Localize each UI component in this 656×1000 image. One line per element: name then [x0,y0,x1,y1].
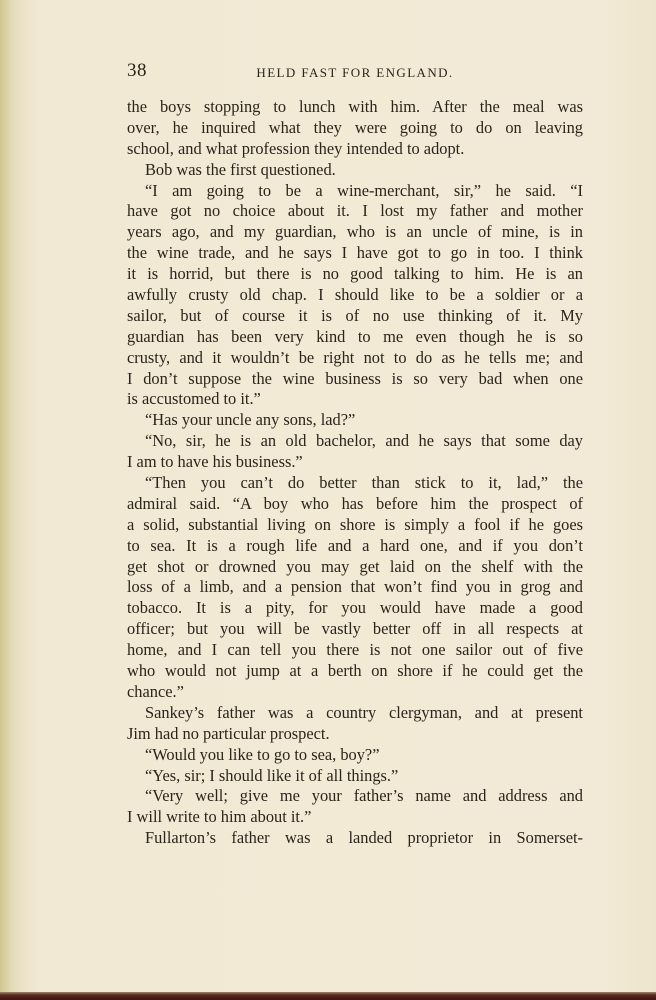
running-title: HELD FAST FOR ENGLAND. [256,65,454,80]
text-line: Jim had no particular prospect. [127,723,330,743]
text-line: get shot or drowned you may get laid on the shelf with the [127,556,583,576]
text-line: “Would you like to go to sea, boy?” [145,744,380,764]
text-line: “Has your uncle any sons, lad?” [145,410,356,430]
text-line: years ago, and my guardian, who is an uncle of mine, is in [127,222,583,242]
text-line: the wine trade, and he says I have got to go in too. I think [127,243,583,263]
text-line: a solid, substantial living on shore is simply a fool if he goes [127,514,583,534]
text-line: Sankey’s father was a country clergyman, and at present [145,702,583,722]
page-number: 38 [127,60,147,81]
text-line: “Very well; give me your father’s name and address and [145,786,583,806]
page-binding-edge [0,0,22,1000]
text-line: “Yes, sir; I should like it of all things.” [145,765,399,785]
text-line: “I am going to be a wine-merchant, sir,” he said. “I [145,180,583,200]
text-line: admiral said. “A boy who has before him the prospect of [127,493,583,513]
text-line: “Then you can’t do better than stick to it, lad,” the [145,473,583,493]
text-line: crusty, and it wouldn’t be right not to do as he tells me; and [127,347,583,367]
text-line: loss of a limb, and a pension that won’t find you in grog and [127,577,583,597]
page-bottom-edge [0,992,656,1000]
text-line: I don’t suppose the wine business is so very bad when one [127,368,583,388]
text-line: tobacco. It is a pity, for you would have made a good [127,598,583,618]
text-line: the boys stopping to lunch with him. After the meal was [127,97,583,116]
text-line: officer; but you will be vastly better off in all respects at [127,619,583,639]
text-line: Fullarton’s father was a landed proprietor in Somerset- [145,828,583,848]
text-line: Bob was the first questioned. [145,159,336,179]
text-line: I am to have his business.” [127,452,303,472]
text-line: it is horrid, but there is no good talking to him. He is an [127,264,583,284]
text-line: is accustomed to it.” [127,389,261,409]
text-line: sailor, but of course it is of no use thinking of it. My [127,305,583,325]
page-header [127,60,583,86]
text-line: over, he inquired what they were going to do on leaving [127,117,583,137]
text-line: chance.” [127,681,184,701]
text-line: I will write to him about it.” [127,807,312,827]
text-line: to sea. It is a rough life and a hard one, and if you don’t [127,535,583,555]
text-line: guardian has been very kind to me even though he is so [127,326,583,346]
text-line: have got no choice about it. I lost my father and mother [127,201,583,221]
text-line: home, and I can tell you there is not one sailor out of five [127,640,583,660]
text-line: awfully crusty old chap. I should like to be a soldier or a [127,285,583,305]
text-line: who would not jump at a berth on shore if he could get the [127,661,583,681]
body-text [127,97,583,849]
text-line: “No, sir, he is an old bachelor, and he says that some day [145,431,583,451]
text-line: school, and what profession they intended to adopt. [127,138,465,158]
